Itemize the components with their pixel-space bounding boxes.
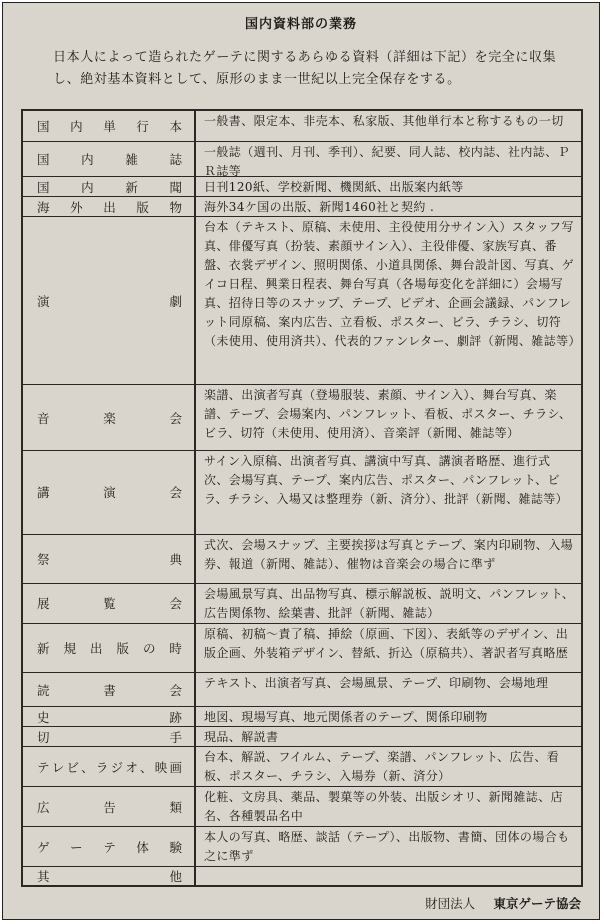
description-cell: 海外34ケ国の出版、新聞1460社と契約 . — [204, 200, 435, 215]
description-cell: 台本、解説、フイルム、テープ、楽譜、パンフレット、広告、看板、ポスター、チラシ、入場券（新、済分） — [204, 750, 560, 784]
description-cell: 台本（テキスト、原稿、未使用、主役使用分サイン入）スタッフ写真、俳優写真（扮装、素顔サイン入）、主役俳優、家族写真、番盤、衣裳デザイン、照明関係、小道具関係、舞台設計図、写真、ゲイコ日程、興業日程表、舞台写真（各場毎変化を詳細に）会場写真、招待日等のスナップ、テープ、ビデオ、企画会議録、パンフレット同原稿、案内広告、立看板、ポスター、ビラ、チラシ、切符（未使用、使用済共）、代表的ファンレター、劇評（新聞、雑誌等） — [204, 220, 581, 349]
description-cell: 化粧、文房具、薬品、製菓等の外装、出版シオリ、新聞雑誌、店名、各種製品名中 — [204, 790, 564, 824]
category-cell: ゲ ー テ 体 験 — [23, 827, 196, 866]
category-cell: 国 内 雑 誌 — [23, 142, 196, 176]
intro-paragraph: 日本人によって造られたゲーテに関するあらゆる資料（詳細は下記）を完全に収集し、絶対基本資料として、原形のまま一世紀以上完全保存をする。 — [53, 50, 557, 87]
table-row — [23, 747, 581, 787]
table-row — [23, 584, 581, 624]
description-cell: 本人の写真、略歴、談話（テープ）、出版物、書簡、団体の場合も之に準ず — [204, 830, 570, 864]
signature-block — [425, 894, 581, 912]
description-cell: 地図、現場写真、地元関係者のテープ、関係印刷物 — [204, 710, 488, 725]
table-row — [23, 217, 581, 385]
description-cell: 現品、解説書 — [204, 730, 279, 745]
table-row — [23, 385, 581, 451]
table-row — [23, 535, 581, 584]
category-cell: 広 告 類 — [23, 787, 196, 826]
page-title: 国内資料部の業務 — [244, 17, 357, 32]
category-cell: 史 跡 — [23, 707, 196, 726]
category-cell: 海 外 出 版 物 — [23, 197, 196, 216]
category-cell: 読 書 会 — [23, 673, 196, 706]
table-row — [23, 707, 581, 727]
document-page — [2, 2, 600, 920]
table-row — [23, 867, 581, 885]
table-row — [23, 624, 581, 673]
description-cell: 日刊120紙、学校新聞、機関紙、出版案内紙等 — [204, 180, 464, 195]
description-cell: 式次、会場スナップ、主要挨拶は写真とテープ、案内印刷物、入場券、報道（新聞、雑誌）、催物は音楽会の場合に準ず — [204, 537, 574, 571]
table-row — [23, 177, 581, 197]
description-cell — [196, 867, 581, 885]
category-cell: テ レ ビ 、 ラ ジ オ 、 映 画 — [23, 747, 196, 786]
table-row — [23, 827, 581, 867]
table-row — [23, 197, 581, 217]
category-cell: 其 他 — [23, 867, 196, 885]
description-cell: サイン入原稿、出演者写真、講演中写真、講演者略歴、進行式次、会場写真、テープ、案内広告、ポスター、パンフレット、ビラ、チラシ、入場又は整理券（新、済分）、批評（新聞、雑誌等） — [204, 454, 569, 507]
category-cell: 講 演 会 — [23, 451, 196, 533]
category-cell: 国 内 単 行 本 — [23, 111, 196, 141]
category-cell: 新 規 出 版 の 時 — [23, 624, 196, 672]
category-cell: 演 劇 — [23, 217, 196, 384]
category-cell: 切 手 — [23, 727, 196, 746]
table-row — [23, 673, 581, 707]
table-row — [23, 142, 581, 177]
description-cell: 一般誌（週刊、月刊、季刊）、紀要、同人誌、校内誌、社内誌、ＰＲ誌等 — [204, 145, 571, 177]
description-cell: 一般書、限定本、非売本、私家版、其他単行本と称するもの一切 — [204, 114, 564, 128]
table-row — [23, 451, 581, 534]
organization-type: 財団法人 — [425, 896, 476, 911]
table-row — [23, 787, 581, 827]
category-cell: 音 楽 会 — [23, 385, 196, 450]
table-row — [23, 111, 581, 142]
category-cell: 展 覧 会 — [23, 584, 196, 623]
category-cell: 祭 典 — [23, 535, 196, 583]
organization-name: 東京ゲーテ協会 — [493, 896, 581, 911]
services-table — [21, 109, 583, 887]
description-cell: 楽譜、出演者写真（登場服装、素顔、サイン入）、舞台写真、楽譜、テープ、会場案内、パンフレット、看板、ポスター、チラシ、ビラ、切符（未使用、使用済）、音楽評（新聞、雑誌等） — [204, 388, 572, 441]
category-cell: 国 内 新 聞 — [23, 177, 196, 196]
description-cell: 原稿、初稿～責了稿、挿絵（原画、下図）、表紙等のデザイン、出版企画、外装箱デザイン、替紙、折込（原稿共）、著訳者写真略歴 — [204, 626, 569, 660]
table-row — [23, 727, 581, 747]
description-cell: 会場風景写真、出品物写真、標示解説板、説明文、パンフレット、広告関係物、絵葉書、批評（新聞、雑誌） — [204, 586, 575, 620]
description-cell: テキスト、出演者写真、会場風景、テープ、印刷物、会場地理 — [204, 676, 549, 690]
